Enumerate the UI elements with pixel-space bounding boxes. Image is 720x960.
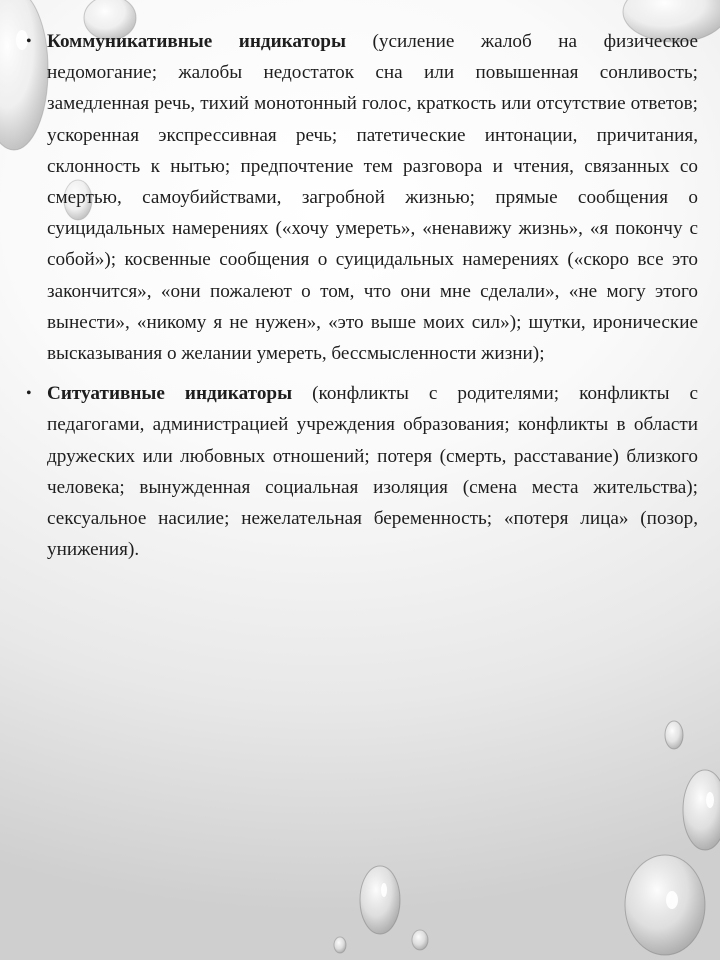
drop-right-large [683,770,720,850]
drop-bottom-small-1 [412,930,428,950]
drop-bottom-right [625,855,705,955]
drop-bottom-center [360,866,400,934]
item-text: (конфликты с родителями; конфликты с педагогами, администрацией учреждения образования; конфликты в области дружеских или любовных отношений; потеря (смерть, расставание) близкого человека; вынужденная социальная изоляция (смена места жительства); сексуальное насилие; нежелательная беременность; «потеря лица» (позор, унижения). [47,383,698,561]
bullet-dot-icon: • [26,33,32,50]
text-content [22,26,698,574]
bullet-item-situational [22,378,698,565]
drop-bottom-small-2 [334,937,346,953]
item-term: Коммуникативные индикаторы [47,31,346,52]
drop-right-small [665,721,683,749]
item-text: (усиление жалоб на физическое недомогание; жалобы недостаток сна или повышенная сонливость; замедленная речь, тихий монотонный голос, краткость или отсутствие ответов; ускоренная экспрессивная речь; патетические интонации, причитания, склонность к нытью; предпочтение тем разговора и чтения, связанных со смертью, самоубийствами, загробной жизнью; прямые сообщения о суицидальных намерениях («хочу умереть», «ненавижу жизнь», «я покончу с собой»); косвенные сообщения о суицидальных намерениях («скоро все это закончится», «они пожалеют о том, что они мне сделали», «не могу этого вынести», «никому я не нужен», «это выше моих сил»); шутки, иронические высказывания о желании умереть, бессмысленности жизни); [47,31,698,365]
bullet-item-communicative [22,26,698,369]
bullet-dot-icon: • [26,385,32,403]
item-term: Ситуативные индикаторы [47,383,293,405]
